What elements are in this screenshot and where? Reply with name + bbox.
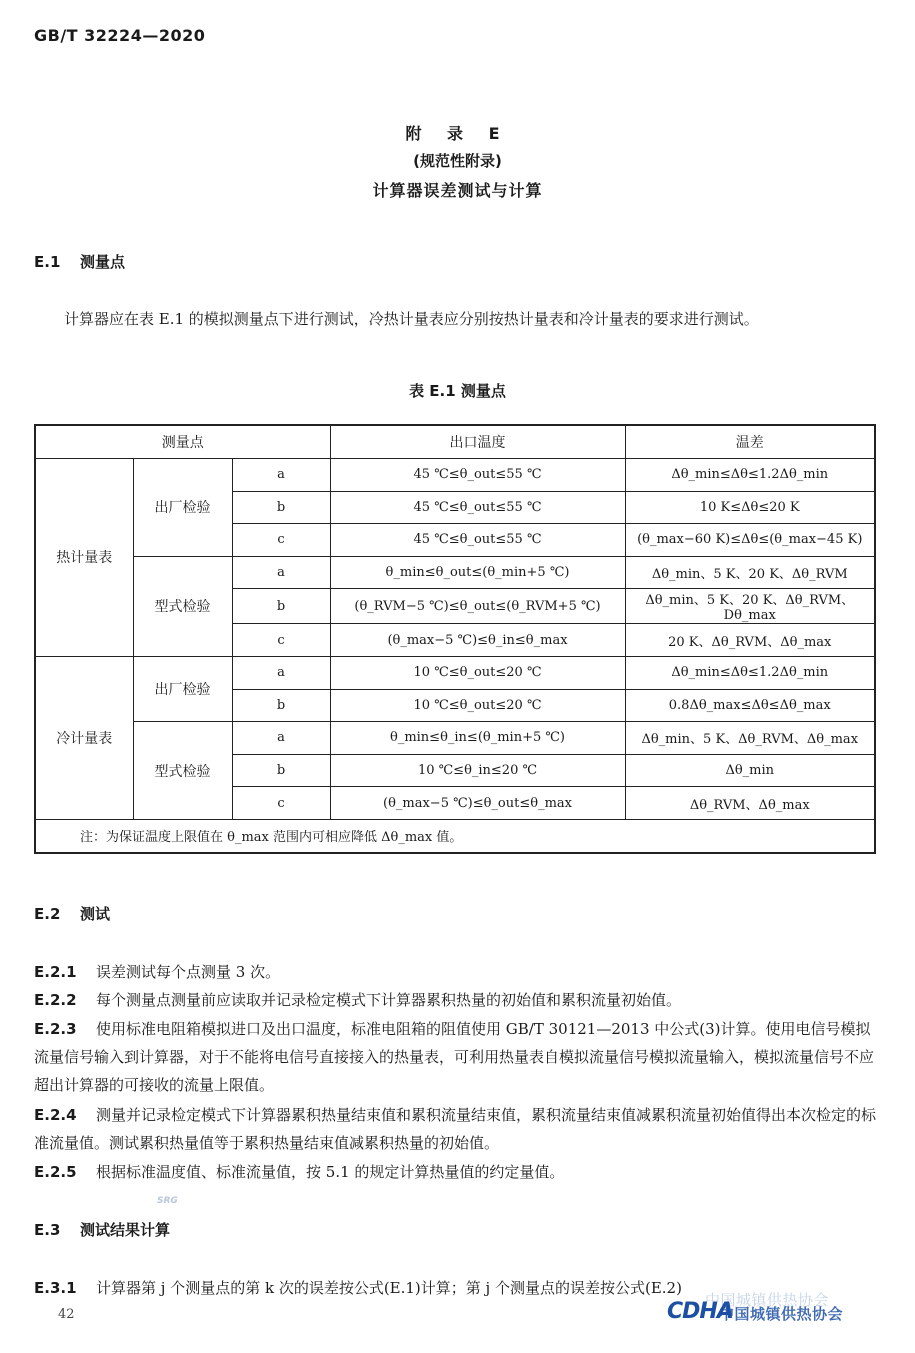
annex-nature: (规范性附录)	[413, 152, 502, 170]
standard-code: GB/T 32224—2020	[34, 26, 206, 45]
header-cell: 测量点	[35, 425, 330, 459]
page-number: 42	[58, 1307, 75, 1322]
temp-diff-cell: (θ_max−60 K)≤Δθ≤(θ_max−45 K)	[625, 524, 875, 557]
outlet-temp-cell: 45 ℃≤θ_out≤55 ℃	[330, 459, 625, 492]
watermark	[667, 1293, 897, 1333]
watermark-ghost-text: 中国城镇供热协会	[705, 1291, 830, 1309]
header-cell: 出口温度	[330, 425, 625, 459]
test-type-cell: 出厂检验	[133, 459, 232, 557]
temp-diff-cell: Δθ_min≤Δθ≤1.2Δθ_min	[625, 656, 875, 689]
temp-diff-cell: Δθ_min	[625, 754, 875, 787]
outlet-temp-cell: 10 ℃≤θ_out≤20 ℃	[330, 689, 625, 722]
point-cell: c	[232, 624, 330, 657]
point-cell: a	[232, 656, 330, 689]
annex-title: 附 录 E	[405, 124, 510, 143]
watermark-text: 中国城镇供热协会	[719, 1305, 844, 1323]
outlet-temp-cell: (θ_max−5 ℃)≤θ_out≤θ_max	[330, 787, 625, 820]
section-number: E.3	[34, 1221, 61, 1239]
point-cell: b	[232, 589, 330, 624]
temp-diff-cell: Δθ_min、5 K、20 K、Δθ_RVM	[625, 556, 875, 589]
faint-stamp-logo: SRG	[157, 1196, 178, 1206]
clause-text: 使用标准电阻箱模拟进口及出口温度，标准电阻箱的阻值使用 GB/T 30121—2013 中公式(3)计算。使用电信号模拟流量信号输入到计算器，对于不能将电信号直接接入的热量表，可利用热量表自模拟流量信号模拟流量输入，模拟流量信号不应超出计算器的可接收的流量上限值。	[34, 1020, 875, 1094]
table-note: 注：为保证温度上限值在 θ_max 范围内可相应降低 Δθ_max 值。	[35, 819, 875, 853]
section-number: E.1	[34, 253, 61, 271]
temp-diff-cell: 0.8Δθ_max≤Δθ≤Δθ_max	[625, 689, 875, 722]
outlet-temp-cell: (θ_max−5 ℃)≤θ_in≤θ_max	[330, 624, 625, 657]
section-e1-paragraph: 计算器应在表 E.1 的模拟测量点下进行测试，冷热计量表应分别按热计量表和冷计量表的要求进行测试。	[64, 310, 759, 328]
section-title: 测试	[80, 905, 111, 923]
table-row	[35, 556, 875, 589]
section-e3-heading	[34, 1219, 170, 1240]
test-type-cell: 型式检验	[133, 556, 232, 656]
outlet-temp-cell: 10 ℃≤θ_out≤20 ℃	[330, 656, 625, 689]
temp-diff-cell: Δθ_min、5 K、Δθ_RVM、Δθ_max	[625, 722, 875, 755]
test-type-cell: 出厂检验	[133, 656, 232, 721]
point-cell: a	[232, 556, 330, 589]
clause-text: 每个测量点测量前应读取并记录检定模式下计算器累积热量的初始值和累积流量初始值。	[96, 991, 682, 1009]
temp-diff-cell: 20 K、Δθ_RVM、Δθ_max	[625, 624, 875, 657]
clause-e2-5	[34, 1158, 879, 1186]
clause-number: E.2.2	[34, 991, 77, 1009]
temp-diff-cell: Δθ_min≤Δθ≤1.2Δθ_min	[625, 459, 875, 492]
table-note-row	[35, 819, 875, 853]
clause-number: E.2.1	[34, 963, 77, 981]
point-cell: a	[232, 722, 330, 755]
point-cell: b	[232, 754, 330, 787]
cdha-logo-icon: CDHA	[667, 1299, 733, 1324]
table-row	[35, 459, 875, 492]
meter-type-cell: 冷计量表	[35, 656, 133, 819]
point-cell: c	[232, 524, 330, 557]
clause-e2-2	[34, 986, 879, 1014]
temp-diff-cell: 10 K≤Δθ≤20 K	[625, 491, 875, 524]
clause-text: 计算器第 j 个测量点的第 k 次的误差按公式(E.1)计算；第 j 个测量点的误差按公式(E.2)	[96, 1279, 682, 1297]
outlet-temp-cell: 45 ℃≤θ_out≤55 ℃	[330, 491, 625, 524]
outlet-temp-cell: 45 ℃≤θ_out≤55 ℃	[330, 524, 625, 557]
table-row	[35, 656, 875, 689]
outlet-temp-cell: θ_min≤θ_out≤(θ_min+5 ℃)	[330, 556, 625, 589]
clause-number: E.2.4	[34, 1106, 77, 1124]
measurement-points-table	[34, 424, 874, 854]
point-cell: a	[232, 459, 330, 492]
point-cell: c	[232, 787, 330, 820]
clause-number: E.2.3	[34, 1020, 77, 1038]
section-number: E.2	[34, 905, 61, 923]
clause-text: 根据标准温度值、标准流量值，按 5.1 的规定计算热量值的约定量值。	[96, 1163, 565, 1181]
clause-text: 误差测试每个点测量 3 次。	[96, 963, 281, 981]
table-caption: 表 E.1 测量点	[409, 382, 506, 400]
clause-number: E.2.5	[34, 1163, 77, 1181]
clause-text: 测量并记录检定模式下计算器累积热量结束值和累积流量结束值，累积流量结束值减累积流量初始值得出本次检定的标准流量值。测试累积热量值等于累积热量结束值减累积热量的初始值。	[34, 1106, 877, 1152]
table-row	[35, 722, 875, 755]
section-e1-heading	[34, 251, 125, 272]
table-header-row	[35, 425, 875, 459]
meter-type-cell: 热计量表	[35, 459, 133, 657]
outlet-temp-cell: 10 ℃≤θ_in≤20 ℃	[330, 754, 625, 787]
header-cell: 温差	[625, 425, 875, 459]
outlet-temp-cell: (θ_RVM−5 ℃)≤θ_out≤(θ_RVM+5 ℃)	[330, 589, 625, 624]
clause-e2-1	[34, 958, 879, 986]
clause-e2-3	[34, 1015, 879, 1099]
point-cell: b	[232, 491, 330, 524]
section-title: 测试结果计算	[80, 1221, 171, 1239]
point-cell: b	[232, 689, 330, 722]
temp-diff-cell: Δθ_RVM、Δθ_max	[625, 787, 875, 820]
clause-e2-4	[34, 1101, 879, 1157]
section-title: 测量点	[80, 253, 126, 271]
clause-number: E.3.1	[34, 1279, 77, 1297]
annex-heading: 计算器误差测试与计算	[372, 181, 543, 200]
section-e2-heading	[34, 903, 110, 924]
temp-diff-cell: Δθ_min、5 K、20 K、Δθ_RVM、Dθ_max	[625, 589, 875, 624]
outlet-temp-cell: θ_min≤θ_in≤(θ_min+5 ℃)	[330, 722, 625, 755]
test-type-cell: 型式检验	[133, 722, 232, 820]
